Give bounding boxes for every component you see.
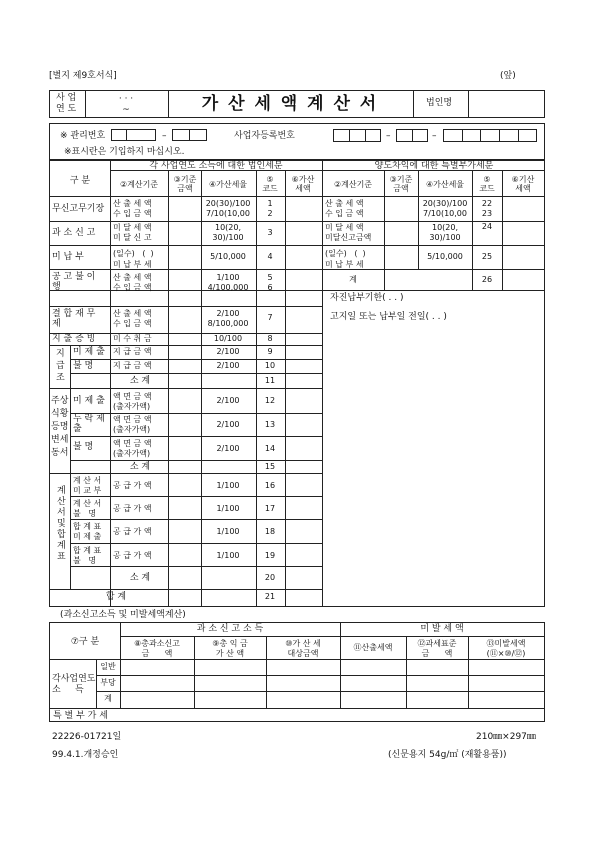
r-col-base-amount: ③기준 금액 [389,175,413,193]
cell-text: 26 [481,275,493,284]
cell-text: 17 [264,504,276,513]
cell-text: 16 [264,481,276,490]
left-section-header: 각 사업연도 소득에 대한 법인세분 [149,161,283,171]
cell-text: 지 급 금 액 [113,361,152,370]
bottom-gubun: ⑦구 분 [70,637,100,647]
row-label-receipt: 지 출 증 빙 [52,334,96,344]
cell-text: 3 [267,228,273,237]
table-rule [49,708,545,709]
cell-text: 액 면 금 액 (출자가액) [113,439,152,458]
cell-text: 8 [267,334,273,343]
cell-text: 계 산 서 미 교 부 [73,476,102,495]
note-text: ※표시란은 기입하지 마십시오. [64,147,185,157]
table-rule [518,129,519,142]
table-rule [70,496,322,497]
table-rule [49,388,322,389]
cell-text: 2/100 [216,347,240,356]
cell-text: 13 [264,420,276,429]
row-label-combined: 결 합 재 무 제 [52,309,96,329]
special-surtax: 특 별 부 가 세 [53,711,108,721]
group-unpaid-tax: 미 발 세 액 [420,624,464,634]
self-pay-deadline: 자진납부기한( . . ) [330,293,404,303]
year-tilde: ~ [122,105,130,115]
cell-text: 지 급 금 액 [113,347,152,356]
cell-text: 5/10,000 [210,252,246,261]
col-code: ⑤ 코드 [262,175,278,193]
table-rule [49,306,322,307]
form-code: 22226-01721일 [52,732,122,742]
cell-text: 부당 [100,678,116,687]
bottom-row-side: 각사업연도 소 득 [52,674,96,695]
col-basis: ②계산기준 [119,180,159,189]
col-gubun: 구 분 [69,176,91,186]
table-rule [49,221,545,222]
right-section-header: 양도차익에 대한 특별부가세분 [374,161,494,171]
row-label-unpaid: 미 납 부 [52,252,84,262]
r-col-rate: ④가산세율 [425,180,465,189]
cell-text: 1/100 [216,481,240,490]
table-rule [194,636,195,708]
cell-text: 미 수 취 금 [113,334,152,343]
cell-text: 일반 [100,662,116,671]
table-rule [70,519,322,520]
mgmt-number-cell[interactable] [189,129,207,141]
cell-text: 20(30)/100 7/10(10,00 [422,199,468,218]
paper-size: 210㎜×297㎜ [476,732,536,742]
approval-date: 99.4.1.개정승인 [52,750,119,760]
table-rule [168,90,169,118]
cell-text: 25 [481,252,493,261]
total-label: 합 계 [105,592,127,602]
table-rule [110,160,111,607]
cell-text: 소 계 [129,573,151,583]
cell-text: 14 [264,444,276,453]
table-rule [472,170,473,290]
row-label-notice: 공 고 불 이 행 [52,272,96,292]
bottom-table [49,622,545,722]
cell-text: 불 명 [73,361,94,371]
table-rule [70,543,322,544]
table-rule [70,473,71,589]
cell-text: 산 출 세 액 수 입 금 액 [113,199,152,218]
row-label-under-report: 과 소 신 고 [52,228,96,238]
table-rule [96,659,97,708]
cell-text: 미 제 출 [73,396,105,406]
cell-text: 합 계 표 불 명 [73,546,102,565]
cell-text: 12 [264,396,276,405]
table-rule [96,691,545,692]
cell-text: 18 [264,527,276,536]
cell-text: 불 명 [73,442,94,452]
table-rule [70,436,322,437]
table-rule [96,675,545,676]
table-rule [340,622,341,708]
cell-text: 19 [264,551,276,560]
table-rule [266,636,267,708]
cell-text: 10/100 [213,334,243,343]
form-number: [별지 제9호서식] [49,71,117,81]
cell-text: (일수) ( ) 미 납 부 세 [113,249,154,269]
total-code: 21 [264,592,276,601]
cell-text: 계 [349,275,357,284]
table-rule [413,90,414,118]
cell-text: ⑨총 익 금 가 산 액 [212,639,248,658]
row-label-no-filing: 무신고무기장 [52,204,105,214]
cell-text: 2/100 [216,420,240,429]
cell-text: 소 계 [129,376,151,386]
cell-text: 11 [264,376,276,385]
cell-text: 20(30)/100 7/10(10,00 [205,199,251,218]
r-col-tax: ⑥기산 세액 [511,175,535,193]
corp-name-label: 법인명 [426,98,453,108]
cell-text: 20 [264,573,276,582]
table-rule [406,636,407,708]
year-value: · · · [118,94,134,104]
table-rule [502,170,503,290]
table-rule [70,413,322,414]
cell-text: 2/100 [216,396,240,405]
cell-text: 공 급 가 액 [113,551,152,560]
biz-reg-label: 사업자등록번호 [234,131,295,141]
table-rule [468,90,469,118]
group-stock-side: 주상 식황 등명 변세 동서 [51,396,69,458]
r-col-basis: ②계산기준 [333,180,373,189]
table-rule [70,345,71,388]
table-rule [418,170,419,270]
mgmt-number-label: ※ 관리번호 [60,131,106,141]
mgmt-number-cell[interactable] [172,129,190,141]
cell-text: ⑬미발세액 (⑪×⑩/⑫) [486,639,526,658]
cell-text: 5/10,000 [427,252,463,261]
cell-text: ⑩가 산 세 대상금액 [285,639,321,658]
group-invoice-side: 계 산 서 및 합 계 표 [57,486,66,562]
page-side: (앞) [500,71,516,81]
bottom-section-title: (과소신고소득 및 미발세액계산) [60,610,186,620]
cell-text: 15 [264,462,276,471]
table-rule [499,129,500,142]
cell-text: 미 달 세 액 미 달 신 고 [113,223,152,242]
table-rule [49,473,322,474]
table-rule [384,170,385,290]
cell-text: 1 2 [267,199,273,218]
notice-date: 고지일 또는 납부일 전일( . . ) [330,312,447,322]
table-rule [49,659,545,660]
cell-text: 공 급 가 액 [113,481,152,490]
cell-text: 22 23 [481,199,493,218]
table-rule [85,90,86,118]
table-rule [120,636,545,637]
table-rule [70,460,322,461]
cell-text: 미 제 출 [73,347,105,357]
cell-text: 2/100 8/100,000 [207,309,249,328]
biz-reg-field-3[interactable] [443,129,537,142]
col-base-amount: ③기준 금액 [173,175,197,193]
cell-text: 계 [104,694,112,703]
cell-text: 10(20, 30)/100 [429,223,461,242]
mgmt-number-cell[interactable] [126,129,156,141]
table-rule [462,129,463,142]
table-rule [480,129,481,142]
cell-text: 산 출 세 액 수 입 금 액 [113,309,152,328]
cell-text: ⑫과세표준 금 액 [417,639,457,658]
table-rule [49,245,545,246]
cell-text: 1/100 4/100,000 [207,273,249,292]
table-rule [120,622,121,708]
cell-text: 소 계 [129,462,151,472]
document-title: 가 산 세 액 계 산 서 [201,94,379,114]
table-rule [49,345,322,346]
table-rule [322,160,323,607]
cell-text: 9 [267,347,273,356]
cell-text: 24 [481,222,493,231]
cell-text: 액 면 금 액 (출자가액) [113,392,152,411]
table-rule [49,589,322,590]
table-rule [70,566,322,567]
cell-text: 산 출 세 액 수 입 금 액 [113,273,152,292]
cell-text: 계 산 서 불 명 [73,499,102,518]
mgmt-number-cell[interactable] [111,129,127,141]
r-col-code: ⑤ 코드 [479,175,495,193]
cell-text: 합 계 표 미 제 출 [73,522,102,541]
year-label: 사 업 연 도 [56,93,77,114]
cell-text: (일수) ( ) 미 납 부 세 [325,249,366,269]
table-rule [468,636,469,708]
table-rule [70,359,322,360]
cell-text: 5 6 [267,273,273,292]
group-payment-side: 지 급 조 [56,349,65,383]
table-rule [412,129,413,142]
table-rule [349,129,350,142]
cell-text: 공 급 가 액 [113,527,152,536]
cell-text: 1/100 [216,504,240,513]
cell-text: 1/100 [216,527,240,536]
group-under-reported: 과 소 신 고 소 득 [196,624,264,634]
cell-text: 7 [267,313,273,322]
biz-reg-field-1[interactable] [333,129,381,142]
cell-text: ⑪산출세액 [353,643,393,652]
table-rule [365,129,366,142]
table-rule [49,196,545,197]
cell-text: 미 달 세 액 미달신고금액 [325,223,372,242]
cell-text: 산 출 세 액 수 입 금 액 [325,199,364,218]
table-rule [70,388,71,473]
paper-type: (신문용지 54g/㎡ (재활용품)) [388,750,507,760]
cell-text: 2/100 [216,361,240,370]
cell-text: 누 락 제 출 [73,414,105,434]
cell-text: ⑧총과소신고 금 액 [134,639,180,658]
table-rule [322,290,545,291]
cell-text: 액 면 금 액 (출자가액) [113,415,152,434]
col-tax: ⑥가산 세액 [291,175,315,193]
col-rate: ④가산세율 [208,180,248,189]
cell-text: 4 [267,252,273,261]
cell-text: 10(20, 30)/100 [212,223,244,242]
cell-text: 공 급 가 액 [113,504,152,513]
table-rule [70,373,322,374]
cell-text: 1/100 [216,551,240,560]
cell-text: 2/100 [216,444,240,453]
cell-text: 10 [264,361,276,370]
